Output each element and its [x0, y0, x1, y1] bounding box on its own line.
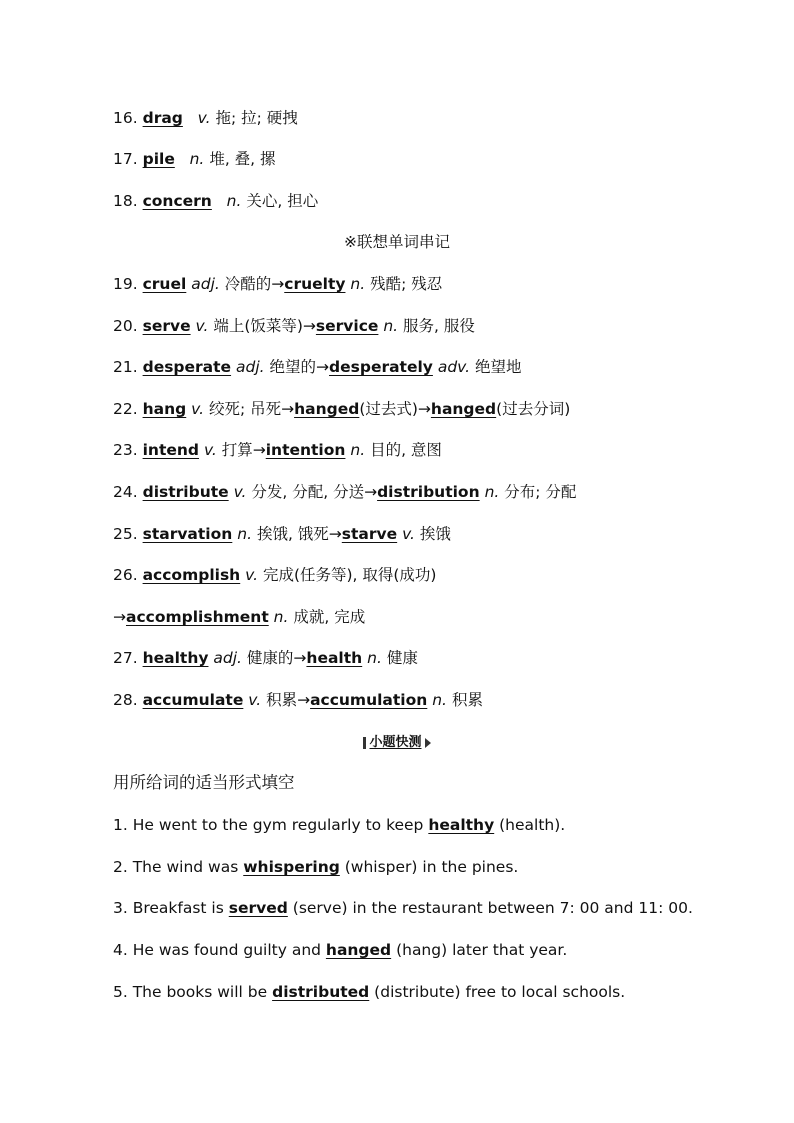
part-of-speech: v. [245, 566, 258, 584]
arrow: → [113, 608, 126, 626]
part-of-speech: n. [350, 441, 366, 459]
meaning: 挨饿 [419, 525, 451, 543]
exercise-1 [113, 815, 565, 835]
exercise-3 [113, 898, 693, 918]
meaning: 关心, 担心 [246, 192, 319, 210]
base-word: intend [142, 441, 199, 459]
base-word: starvation [142, 525, 233, 543]
assoc-item-21 [113, 357, 521, 377]
meaning: 积累→ [266, 691, 311, 709]
exercise-text: (serve) in the restaurant between 7: 00 and 11: 00. [287, 899, 693, 917]
base-word: distribute [142, 483, 229, 501]
exercise-answer: distributed [272, 983, 370, 1001]
assoc-item-26 [113, 565, 436, 585]
section-title: ※联想单词串记 [344, 233, 450, 251]
item-number: 24. [113, 483, 138, 501]
assoc-item-20 [113, 316, 475, 336]
assoc-item-28 [113, 690, 483, 710]
vocab-word: drag [142, 109, 183, 127]
part-of-speech: n. [350, 275, 366, 293]
exercise-2 [113, 857, 518, 877]
base-word: cruel [142, 275, 187, 293]
item-number: 16. [113, 109, 138, 127]
assoc-item-19 [113, 274, 442, 294]
tag-arrow-icon [425, 738, 431, 748]
meaning: 残酷; 残忍 [370, 275, 443, 293]
exercise-answer: whispering [243, 858, 340, 876]
item-number: 19. [113, 275, 138, 293]
derived-word: intention [265, 441, 346, 459]
item-number: 21. [113, 358, 138, 376]
vocab-item-18 [113, 191, 318, 211]
meaning: 堆, 叠, 摞 [209, 150, 276, 168]
tag-bar-icon [363, 737, 366, 749]
base-word: accumulate [142, 691, 244, 709]
part-of-speech: v. [233, 483, 247, 501]
meaning: 拖; 拉; 硬拽 [215, 109, 298, 127]
meaning: 挨饿, 饿死→ [256, 525, 342, 543]
part-of-speech: n. [367, 649, 382, 667]
base-word: hang [142, 400, 187, 418]
part-of-speech: n. [237, 525, 253, 543]
part-of-speech: v. [191, 400, 204, 418]
meaning: 绝望地 [474, 358, 522, 376]
derived-word: starve [341, 525, 398, 543]
exercise-text: 5. The books will be [113, 983, 273, 1001]
exercise-answer: served [228, 899, 288, 917]
assoc-item-27 [113, 648, 418, 668]
exercise-answer: hanged [325, 941, 392, 959]
item-number: 26. [113, 566, 138, 584]
meaning: 目的, 意图 [370, 441, 442, 459]
exercise-5 [113, 982, 625, 1002]
item-number: 17. [113, 150, 138, 168]
derived-word: accumulation [310, 691, 428, 709]
exercise-answer: healthy [428, 816, 495, 834]
part-of-speech: adj. [236, 358, 265, 376]
part-of-speech: v. [248, 691, 262, 709]
exercise-text: 3. Breakfast is [113, 899, 229, 917]
meaning: 积累 [451, 691, 483, 709]
vocab-item-17 [113, 149, 276, 169]
part-of-speech: n. [273, 608, 289, 626]
exercise-4 [113, 940, 567, 960]
meaning: 打算→ [221, 441, 266, 459]
derived-word: health [306, 649, 363, 667]
vocab-word: pile [142, 150, 175, 168]
derived-word: cruelty [284, 275, 346, 293]
item-number: 28. [113, 691, 138, 709]
part-of-speech: adj. [213, 649, 242, 667]
part-of-speech: v. [197, 109, 211, 127]
derived-word: desperately [329, 358, 433, 376]
item-number: 25. [113, 525, 138, 543]
derived-word: hanged [294, 400, 360, 418]
quiz-section-tag [0, 733, 794, 753]
item-number: 20. [113, 317, 138, 335]
assoc-item-23 [113, 440, 442, 460]
exercise-text: (health). [494, 816, 566, 834]
item-number: 27. [113, 649, 138, 667]
derived-word: hanged [430, 400, 497, 418]
exercise-text: (distribute) free to local schools. [369, 983, 626, 1001]
meaning: 冷酷的→ [224, 275, 285, 293]
assoc-item-25 [113, 524, 451, 544]
part-of-speech: n. [189, 150, 205, 168]
assoc-item-26-continued [113, 607, 365, 627]
exercise-text: 4. He was found guilty and [113, 941, 326, 959]
base-word: healthy [142, 649, 209, 667]
assoc-item-22 [113, 399, 570, 419]
part-of-speech: v. [203, 441, 217, 459]
meaning: 服务, 服役 [403, 317, 475, 335]
meaning: (过去式)→ [359, 400, 431, 418]
meaning: 健康的→ [246, 649, 307, 667]
exercise-text: (whisper) in the pines. [339, 858, 519, 876]
item-number: 18. [113, 192, 138, 210]
derived-word: service [315, 317, 379, 335]
meaning: 绞死; 吊死→ [208, 400, 295, 418]
meaning: 分发, 分配, 分送→ [251, 483, 378, 501]
meaning: 健康 [386, 649, 418, 667]
exercise-text: (hang) later that year. [391, 941, 568, 959]
derived-word: accomplishment [126, 608, 269, 626]
vocab-item-16 [113, 108, 298, 128]
part-of-speech: adv. [437, 358, 471, 376]
meaning: (过去分词) [496, 400, 571, 418]
base-word: desperate [142, 358, 232, 376]
exercise-text: 1. He went to the gym regularly to keep [113, 816, 429, 834]
derived-word: distribution [377, 483, 480, 501]
base-word: accomplish [142, 566, 241, 584]
meaning: 绝望的→ [269, 358, 330, 376]
part-of-speech: v. [402, 525, 415, 543]
part-of-speech: n. [432, 691, 447, 709]
quiz-tag-label: 小题快测 [369, 735, 422, 750]
part-of-speech: n. [226, 192, 242, 210]
instruction: 用所给词的适当形式填空 [113, 773, 295, 792]
meaning: 完成(任务等), 取得(成功) [262, 566, 437, 584]
meaning: 成就, 完成 [293, 608, 366, 626]
part-of-speech: adj. [191, 275, 220, 293]
part-of-speech: v. [195, 317, 209, 335]
item-number: 23. [113, 441, 138, 459]
part-of-speech: n. [484, 483, 500, 501]
vocab-word: concern [142, 192, 212, 210]
exercise-text: 2. The wind was [113, 858, 244, 876]
meaning: 端上(饭菜等)→ [213, 317, 316, 335]
base-word: serve [142, 317, 191, 335]
assoc-item-24 [113, 482, 576, 502]
item-number: 22. [113, 400, 138, 418]
part-of-speech: n. [383, 317, 399, 335]
meaning: 分布; 分配 [504, 483, 577, 501]
